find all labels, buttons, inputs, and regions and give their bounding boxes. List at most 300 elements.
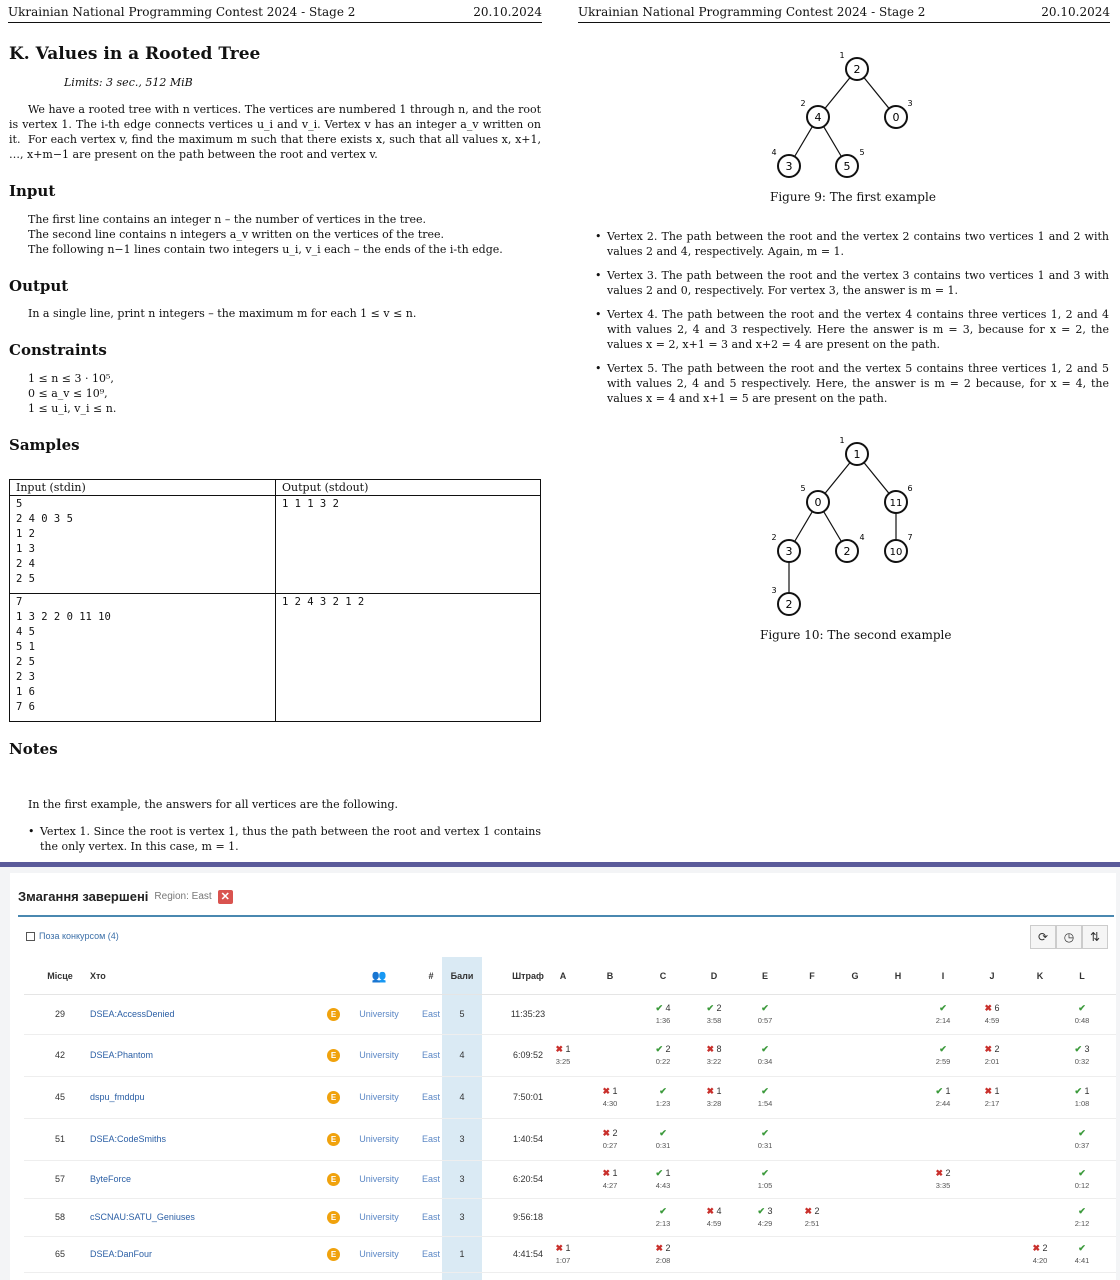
solve-time: 4:41: [1074, 1256, 1090, 1265]
header-problem[interactable]: B: [606, 971, 614, 981]
penalty-cell: 11:35:23: [510, 1009, 546, 1019]
penalty-cell: 4:41:54: [512, 1249, 544, 1259]
header-points[interactable]: Бали: [450, 971, 474, 981]
problem-result: [969, 1086, 1015, 1109]
problem-result: [920, 1044, 966, 1067]
figure-10-tree: [570, 430, 1118, 620]
samples-heading: Samples: [9, 436, 80, 454]
check-icon: ✔: [659, 1206, 667, 1216]
cross-icon: ✖: [984, 1044, 993, 1054]
problem-result: [920, 1168, 966, 1191]
node-id: 2: [800, 99, 806, 108]
attempt-count: 1: [610, 1168, 618, 1178]
solve-time: 1:05: [757, 1181, 773, 1190]
solve-time: 4:29: [757, 1219, 773, 1228]
attempt-count: 4: [663, 1003, 671, 1013]
solve-time: 2:17: [984, 1099, 1000, 1108]
solve-time: 0:37: [1074, 1141, 1090, 1150]
check-icon: ✔: [1078, 1206, 1086, 1216]
node-id: 1: [839, 436, 845, 445]
input-line-1: The first line contains an integer n – the number of vertices in the tree.: [28, 213, 427, 226]
notes-heading: Notes: [9, 740, 58, 758]
node-id: 7: [907, 533, 913, 542]
check-icon: ✔: [761, 1128, 769, 1138]
problem-result: [920, 1086, 966, 1109]
team-link[interactable]: cSCNAU:SATU_Geniuses: [90, 1212, 195, 1222]
sample-output-cell: [276, 594, 541, 722]
attempt-count: 1: [663, 1168, 671, 1178]
attempt-count: 2: [943, 1168, 951, 1178]
problem-result: [1059, 1168, 1105, 1191]
note-vertex-4: • Vertex 4. The path between the root and the vertex 4 contains three vertices 1, 2 and 4 with values 2, 4 and 3 respectively. Here the answer is m = 3, because for x = 2, the values x = 2, x+1 = 3 and x+2 = 4 are present on the path.: [595, 307, 1109, 352]
scoreboard-panel: [0, 862, 1120, 1280]
constraint-1: 1 ≤ n ≤ 3 · 10⁵,: [28, 372, 114, 385]
table-row: [24, 1119, 1116, 1161]
region-filter-label: Region: East: [154, 891, 212, 902]
contest-date: 20.10.2024: [1041, 5, 1110, 19]
place-cell: 45: [54, 1092, 65, 1102]
solve-time: 2:44: [935, 1099, 951, 1108]
solve-time: 3:35: [935, 1181, 951, 1190]
region-link[interactable]: East: [421, 1092, 440, 1102]
cross-icon: ✖: [706, 1086, 715, 1096]
standings-header: [24, 957, 1116, 995]
points-cell: 3: [459, 1174, 465, 1184]
note-vertex-3: • Vertex 3. The path between the root and the vertex 3 contains two vertices 1 and 3 with values 2 and 0, respectively. For vertex 3, the answer is m = 1.: [595, 268, 1109, 298]
header-problem[interactable]: J: [989, 971, 995, 981]
constraint-2: 0 ≤ a_v ≤ 10⁹,: [28, 387, 108, 400]
solve-time: 0:12: [1074, 1181, 1090, 1190]
notes-intro: In the first example, the answers for all vertices are the following.: [28, 798, 398, 811]
node-value: 3: [785, 160, 793, 173]
problem-title: K. Values in a Rooted Tree: [9, 44, 261, 64]
attempt-count: 2: [992, 1044, 1000, 1054]
place-cell: 42: [54, 1050, 65, 1060]
region-link[interactable]: East: [421, 1134, 440, 1144]
out-of-competition-label: Поза конкурсом (4): [39, 931, 119, 941]
header-problem[interactable]: C: [659, 971, 667, 981]
solve-time: 4:27: [602, 1181, 618, 1190]
node-id: 3: [907, 99, 913, 108]
attempt-count: 2: [663, 1243, 671, 1253]
check-icon: ✔: [655, 1044, 664, 1054]
problem-result: [1059, 1206, 1105, 1229]
category-link[interactable]: University: [359, 1212, 399, 1222]
team-link[interactable]: DSEA:Phantom: [90, 1050, 154, 1060]
cross-icon: ✖: [1032, 1243, 1041, 1253]
cross-icon: ✖: [602, 1128, 611, 1138]
check-icon: ✔: [706, 1003, 715, 1013]
attempt-count: 2: [663, 1044, 671, 1054]
table-row: [24, 1035, 1116, 1077]
points-cell: 4: [459, 1092, 465, 1102]
problem-result: [640, 1243, 686, 1266]
solve-time: 0:57: [757, 1016, 773, 1025]
solve-time: 4:30: [602, 1099, 618, 1108]
attempt-count: 2: [1040, 1243, 1048, 1253]
sample-input-cell: [10, 594, 276, 722]
table-row: [24, 1237, 1116, 1273]
attempt-count: 6: [992, 1003, 1000, 1013]
cross-icon: ✖: [555, 1243, 564, 1253]
header-problem[interactable]: A: [559, 971, 567, 981]
note-vertex-1: • Vertex 1. Since the root is vertex 1, thus the path between the root and vertex 1 contains the only vertex. In this case, m = 1.: [28, 824, 541, 854]
problem-result: [587, 1128, 633, 1151]
check-icon: ✔: [1074, 1086, 1083, 1096]
input-heading: Input: [9, 182, 56, 200]
category-link[interactable]: University: [359, 1050, 399, 1060]
title-divider: [18, 915, 1114, 917]
header-who[interactable]: Хто: [90, 971, 106, 981]
problem-result: [920, 1003, 966, 1026]
cross-icon: ✖: [984, 1003, 993, 1013]
solve-time: 4:59: [984, 1016, 1000, 1025]
penalty-cell: 9:56:18: [512, 1212, 544, 1222]
problem-result: [587, 1168, 633, 1191]
checkbox[interactable]: [26, 932, 35, 941]
sample-input-header: Input (stdin): [10, 480, 276, 496]
problem-result: [640, 1044, 686, 1067]
node-value: 11: [889, 498, 903, 509]
solve-time: 4:43: [655, 1181, 671, 1190]
solve-time: 1:08: [1074, 1099, 1090, 1108]
check-icon: ✔: [659, 1086, 667, 1096]
samples-table: [9, 479, 541, 722]
header-problem[interactable]: F: [809, 971, 815, 981]
solve-time: 1:36: [655, 1016, 671, 1025]
check-icon: ✔: [939, 1003, 947, 1013]
points-cell: 3: [459, 1212, 465, 1222]
samples-header-row: [10, 480, 541, 496]
solve-time: 1:23: [655, 1099, 671, 1108]
solve-time: 0:31: [655, 1141, 671, 1150]
team-link[interactable]: DSEA:DanFour: [90, 1249, 153, 1259]
sample-output-2: 1 2 4 3 2 1 2: [282, 596, 365, 608]
statement-page-left: [0, 0, 550, 862]
sample-row: [10, 594, 541, 722]
check-icon: ✔: [761, 1044, 769, 1054]
input-line-2: The second line contains n integers a_v written on the vertices of the tree.: [28, 228, 445, 241]
category-link[interactable]: University: [359, 1134, 399, 1144]
solve-time: 2:08: [655, 1256, 671, 1265]
problem-result: [540, 1243, 586, 1266]
problem-result: [969, 1044, 1015, 1067]
solve-time: 3:28: [706, 1099, 722, 1108]
solve-time: 4:20: [1032, 1256, 1048, 1265]
points-cell: 4: [459, 1050, 465, 1060]
node-id: 2: [771, 533, 777, 542]
place-cell: 58: [54, 1212, 65, 1222]
table-row: [24, 1199, 1116, 1237]
header-num: #: [428, 971, 434, 981]
input-line-3: The following n−1 lines contain two integers u_i, v_i each – the ends of the i-th edge.: [28, 243, 503, 256]
category-link[interactable]: University: [359, 1174, 399, 1184]
place-cell: 29: [54, 1009, 65, 1019]
attempt-count: 1: [563, 1044, 571, 1054]
team-members-icon: 👥: [371, 969, 387, 983]
cross-icon: ✖: [655, 1243, 664, 1253]
education-badge: E: [327, 1008, 340, 1021]
place-cell: 51: [54, 1134, 65, 1144]
education-badge: E: [327, 1173, 340, 1186]
attempt-count: 2: [714, 1003, 722, 1013]
solve-time: 0:31: [757, 1141, 773, 1150]
scoreboard-card: [10, 873, 1116, 1280]
solve-time: 0:48: [1074, 1016, 1090, 1025]
problem-result: [1059, 1044, 1105, 1067]
node-value: 2: [853, 63, 861, 76]
solve-time: 2:13: [655, 1219, 671, 1228]
node-id: 4: [859, 533, 865, 542]
education-badge: E: [327, 1211, 340, 1224]
problem-result: [640, 1003, 686, 1026]
education-badge: E: [327, 1248, 340, 1261]
notes-list-left: [28, 824, 541, 862]
header-problem[interactable]: D: [710, 971, 718, 981]
team-link[interactable]: DSEA:AccessDenied: [90, 1009, 175, 1019]
attempt-count: 8: [714, 1044, 722, 1054]
solve-time: 3:22: [706, 1057, 722, 1066]
cross-icon: ✖: [602, 1168, 611, 1178]
problem-result: [742, 1086, 788, 1109]
contest-date: 20.10.2024: [473, 5, 542, 19]
check-icon: ✔: [761, 1168, 769, 1178]
scoreboard-title: Змагання завершені: [18, 889, 149, 904]
intro-paragraph-1: We have a rooted tree with n vertices. The vertices are numbered 1 through n, and the root is vertex 1. The i-th edge connects vertices u_i and v_i. Vertex v has an integer a_v written on it.: [9, 103, 541, 146]
solve-time: 2:59: [935, 1057, 951, 1066]
education-badge: E: [327, 1133, 340, 1146]
attempt-count: 1: [563, 1243, 571, 1253]
attempt-count: 2: [610, 1128, 618, 1138]
check-icon: ✔: [659, 1128, 667, 1138]
region-link[interactable]: East: [421, 1050, 440, 1060]
attempt-count: 1: [1082, 1086, 1090, 1096]
region-link[interactable]: East: [421, 1009, 440, 1019]
scoreboard-title-row: [18, 889, 233, 904]
solve-time: 2:14: [935, 1016, 951, 1025]
check-icon: ✔: [757, 1206, 766, 1216]
contest-name: Ukrainian National Programming Contest 2024 - Stage 2: [578, 5, 926, 19]
team-link[interactable]: DSEA:CodeSmiths: [90, 1134, 167, 1144]
node-value: 2: [785, 598, 793, 611]
penalty-cell: 1:40:54: [512, 1134, 544, 1144]
points-cell: 3: [459, 1134, 465, 1144]
check-icon: ✔: [1078, 1243, 1086, 1253]
solve-time: 2:51: [804, 1219, 820, 1228]
place-cell: 57: [54, 1174, 65, 1184]
team-link[interactable]: ByteForce: [90, 1174, 132, 1184]
constraints-heading: Constraints: [9, 341, 107, 359]
place-cell: 65: [54, 1249, 65, 1259]
contest-name: Ukrainian National Programming Contest 2024 - Stage 2: [8, 5, 356, 19]
solve-time: 0:27: [602, 1141, 618, 1150]
attempt-count: 1: [714, 1086, 722, 1096]
check-icon: ✔: [1078, 1168, 1086, 1178]
solve-time: 0:32: [1074, 1057, 1090, 1066]
points-cell: 1: [459, 1249, 465, 1259]
education-badge: E: [327, 1091, 340, 1104]
note-vertex-2: • Vertex 2. The path between the root and the vertex 2 contains two vertices 1 and 2 with values 2 and 4, respectively. Again, m = 1.: [595, 229, 1109, 259]
header-penalty[interactable]: Штраф: [512, 971, 544, 981]
problem-result: [540, 1044, 586, 1067]
problem-result: [742, 1128, 788, 1151]
region-link[interactable]: East: [421, 1174, 440, 1184]
solve-time: 1:07: [555, 1256, 571, 1265]
check-icon: ✔: [1078, 1128, 1086, 1138]
problem-result: [691, 1003, 737, 1026]
output-line-1: In a single line, print n integers – the maximum m for each 1 ≤ v ≤ n.: [28, 307, 417, 320]
node-value: 1: [853, 448, 861, 461]
solve-time: 3:25: [555, 1057, 571, 1066]
check-icon: ✔: [761, 1003, 769, 1013]
attempt-count: 1: [610, 1086, 618, 1096]
sample-input-cell: [10, 496, 276, 594]
points-cell: 5: [459, 1009, 465, 1019]
node-value: 4: [814, 111, 822, 124]
cross-icon: ✖: [804, 1206, 813, 1216]
solve-time: 4:59: [706, 1219, 722, 1228]
problem-result: [789, 1206, 835, 1229]
cross-icon: ✖: [706, 1206, 715, 1216]
problem-result: [742, 1003, 788, 1026]
sample-input-1: 5 2 4 0 3 5 1 2 1 3 2 4 2 5: [16, 498, 73, 585]
constraint-3: 1 ≤ u_i, v_i ≤ n.: [28, 402, 117, 415]
out-of-competition-toggle[interactable]: [26, 931, 119, 941]
refresh-icon[interactable]: ⟳: [1030, 925, 1056, 949]
check-icon: ✔: [935, 1086, 944, 1096]
cross-icon: ✖: [984, 1086, 993, 1096]
check-icon: ✔: [939, 1044, 947, 1054]
intro-paragraph-2: For each vertex v, find the maximum m such that there exists x, such that all values x, x+1, …, x+m−1 are present on the path between the root and vertex v.: [9, 133, 541, 161]
sample-output-1: 1 1 1 3 2: [282, 498, 339, 510]
problem-result: [742, 1044, 788, 1067]
node-value: 0: [892, 111, 900, 124]
check-icon: ✔: [761, 1086, 769, 1096]
category-link[interactable]: University: [359, 1009, 399, 1019]
problem-result: [640, 1168, 686, 1191]
problem-result: [1059, 1243, 1105, 1266]
header-problem[interactable]: E: [761, 971, 768, 981]
attempt-count: 2: [812, 1206, 820, 1216]
node-id: 5: [859, 148, 865, 157]
sort-icon[interactable]: ⇅: [1082, 925, 1108, 949]
problem-result: [1017, 1243, 1063, 1266]
region-link[interactable]: East: [421, 1212, 440, 1222]
figure-9-caption: Figure 9: The first example: [770, 190, 936, 204]
team-link[interactable]: dspu_fmddpu: [90, 1092, 145, 1102]
attempt-count: 4: [714, 1206, 722, 1216]
node-id: 3: [771, 586, 777, 595]
sample-output-cell: [276, 496, 541, 594]
output-heading: Output: [9, 277, 69, 295]
problem-result: [969, 1003, 1015, 1026]
problem-result: [1059, 1086, 1105, 1109]
solve-time: 1:54: [757, 1099, 773, 1108]
penalty-cell: 6:09:52: [512, 1050, 544, 1060]
cross-icon: ✖: [935, 1168, 944, 1178]
node-value: 3: [785, 545, 793, 558]
header-problem[interactable]: I: [941, 971, 945, 981]
check-icon: ✔: [1078, 1003, 1086, 1013]
remove-filter-icon[interactable]: ✕: [218, 890, 233, 904]
check-icon: ✔: [655, 1168, 664, 1178]
problem-result: [742, 1168, 788, 1191]
category-link[interactable]: University: [359, 1092, 399, 1102]
problem-result: [691, 1044, 737, 1067]
problem-result: [691, 1086, 737, 1109]
attempt-count: 3: [1082, 1044, 1090, 1054]
statement-page-right: [570, 0, 1118, 862]
check-icon: ✔: [1074, 1044, 1083, 1054]
solve-time: 3:58: [706, 1016, 722, 1025]
problem-result: [742, 1206, 788, 1229]
problem-result: [1059, 1128, 1105, 1151]
header-problem[interactable]: G: [851, 971, 859, 981]
page-header: [8, 5, 542, 23]
notes-list-right: [595, 229, 1109, 415]
cross-icon: ✖: [602, 1086, 611, 1096]
attempt-count: 3: [765, 1206, 773, 1216]
cross-icon: ✖: [555, 1044, 564, 1054]
problem-limits: Limits: 3 sec., 512 MiB: [64, 76, 193, 89]
attempt-count: 1: [992, 1086, 1000, 1096]
note-vertex-5: • Vertex 5. The path between the root and the vertex 5 contains three vertices 1, 2 and 5 with values 2, 4 and 5 respectively. Here, the answer is m = 2 because, for x = 4, the values x = 4 and x+1 = 5 are present on the path.: [595, 361, 1109, 406]
toolbar: [1030, 925, 1108, 949]
node-id: 6: [907, 484, 913, 493]
problem-result: [640, 1128, 686, 1151]
table-row: [24, 1077, 1116, 1119]
node-id: 1: [839, 51, 845, 60]
check-icon: ✔: [655, 1003, 664, 1013]
solve-time: 2:12: [1074, 1219, 1090, 1228]
node-value: 2: [843, 545, 851, 558]
problem-result: [640, 1206, 686, 1229]
region-link[interactable]: East: [421, 1249, 440, 1259]
cross-icon: ✖: [706, 1044, 715, 1054]
node-value: 5: [843, 160, 851, 173]
penalty-cell: 6:20:54: [512, 1174, 544, 1184]
header-problem[interactable]: L: [1079, 971, 1085, 981]
figure-9-tree: [570, 45, 1118, 185]
problem-result: [691, 1206, 737, 1229]
table-row: [24, 1161, 1116, 1199]
header-place[interactable]: Місце: [47, 971, 73, 981]
problem-result: [587, 1086, 633, 1109]
node-value: 0: [814, 496, 822, 509]
solve-time: 0:22: [655, 1057, 671, 1066]
problem-result: [640, 1086, 686, 1109]
figure-10-caption: Figure 10: The second example: [760, 628, 952, 642]
table-row: [24, 995, 1116, 1035]
clock-icon[interactable]: ◷: [1056, 925, 1082, 949]
node-id: 4: [771, 148, 777, 157]
attempt-count: 1: [943, 1086, 951, 1096]
sample-input-2: 7 1 3 2 2 0 11 10 4 5 5 1 2 5 2 3 1 6 7 6: [16, 596, 111, 713]
category-link[interactable]: University: [359, 1249, 399, 1259]
node-id: 5: [800, 484, 806, 493]
node-value: 10: [889, 547, 903, 558]
penalty-cell: 7:50:01: [512, 1092, 544, 1102]
problem-result: [1059, 1003, 1105, 1026]
sample-output-header: Output (stdout): [276, 480, 541, 496]
solve-time: 0:34: [757, 1057, 773, 1066]
education-badge: E: [327, 1049, 340, 1062]
page-header: [578, 5, 1110, 23]
solve-time: 2:01: [984, 1057, 1000, 1066]
header-problem[interactable]: H: [894, 971, 902, 981]
sample-row: [10, 496, 541, 594]
header-problem[interactable]: K: [1036, 971, 1044, 981]
